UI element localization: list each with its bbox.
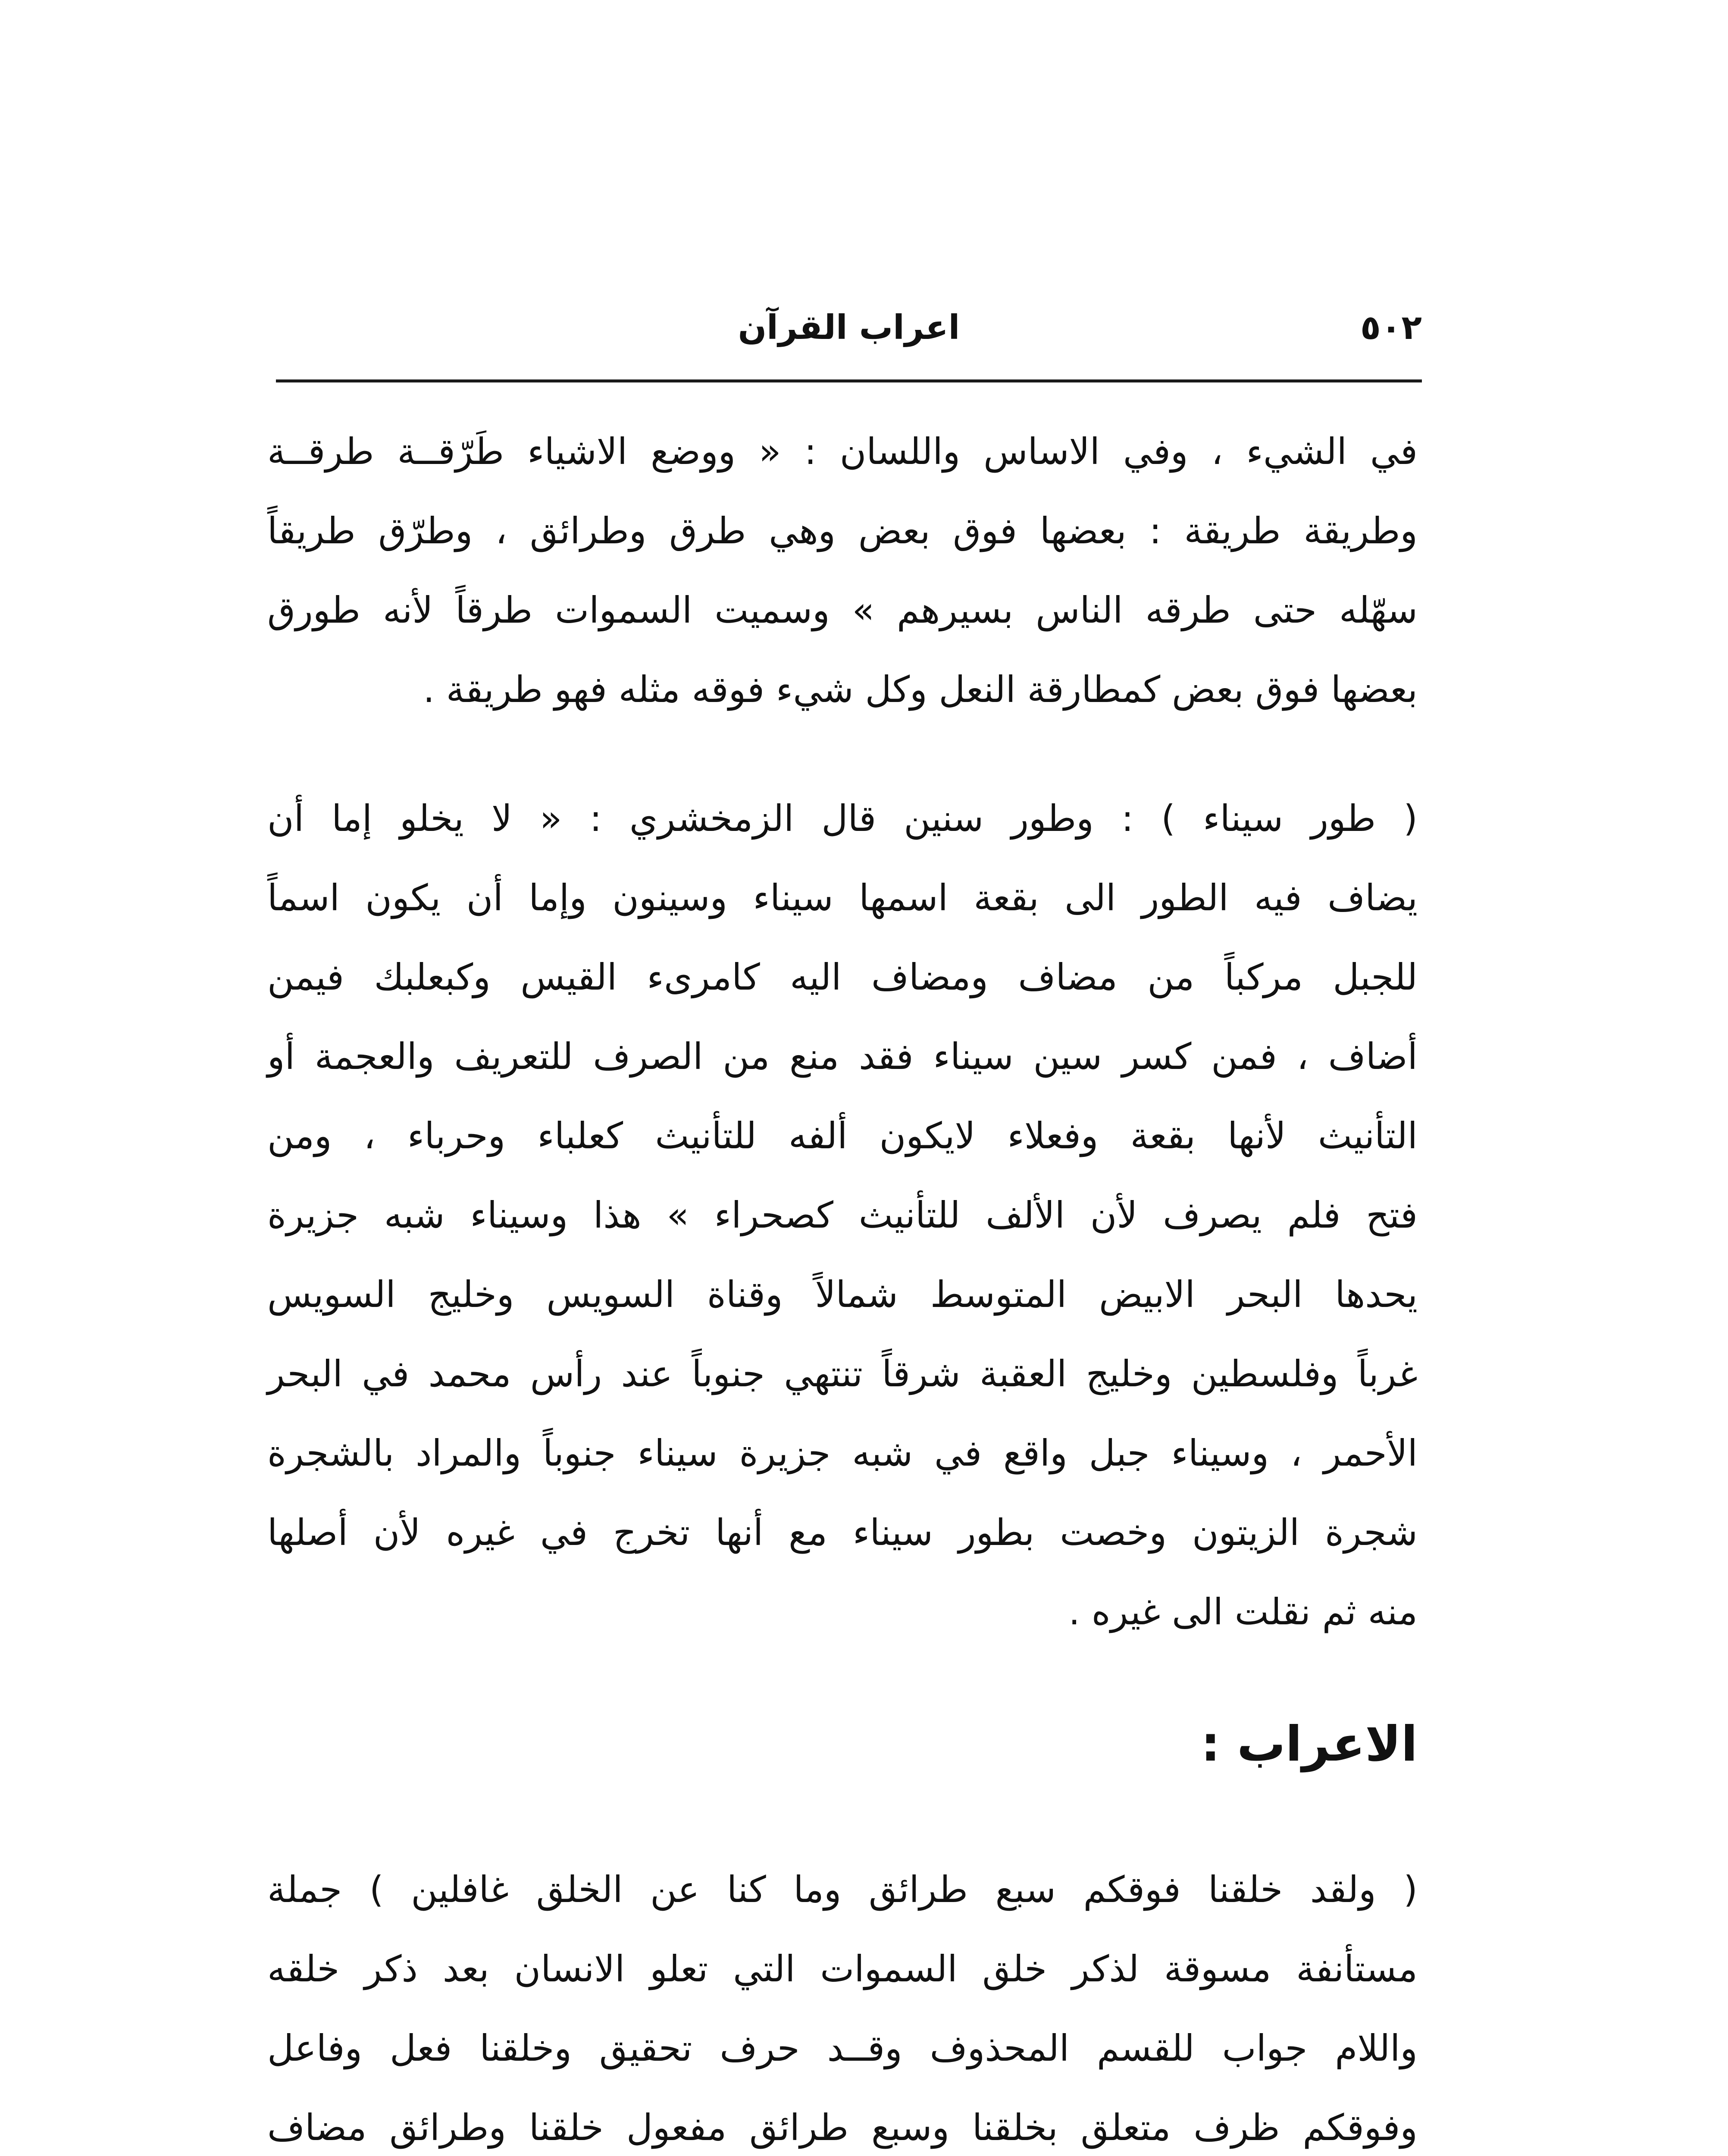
- text-line: الأحمر ، وسيناء جبل واقع في شبه جزيرة سيناء جنوباً والمراد بالشجرة: [267, 1432, 1418, 1474]
- section-spacer: [267, 1785, 1418, 1850]
- paragraph-tur-sinai: [267, 779, 1418, 1651]
- text-line: ( طور سيناء ) : وطور سنين قال الزمخشري : « لا يخلو إما أن: [267, 797, 1418, 840]
- header-divider: [276, 379, 1422, 382]
- text-line: للجبل مركباً من مضاف ومضاف اليه كامرىء القيس وكبعلبك فيمن: [267, 956, 1418, 998]
- paragraph-irab: [267, 1850, 1418, 2156]
- text-line: غرباً وفلسطين وخليج العقبة شرقاً تنتهي جنوباً عند رأس محمد في البحر: [267, 1353, 1418, 1395]
- text-line: شجرة الزيتون وخصت بطور سيناء مع أنها تخرج في غيره لأن أصلها: [267, 1511, 1418, 1554]
- text-line: في الشيء ، وفي الاساس واللسان : « ووضع الاشياء طَرّقــة طرقــة: [267, 430, 1418, 473]
- text-line: سهّله حتى طرقه الناس بسيرهم » وسميت السموات طرقاً لأنه طورق: [267, 589, 1418, 631]
- paragraph-definition-tariqa: [267, 412, 1418, 729]
- text-line: التأنيث لأنها بقعة وفعلاء لايكون ألفه للتأنيث كعلباء وحرباء ، ومن: [267, 1115, 1418, 1157]
- text-line: أضاف ، فمن كسر سين سيناء فقد منع من الصرف للتعريف والعجمة أو: [267, 1035, 1418, 1078]
- page-body: [267, 412, 1418, 2156]
- page-header: [276, 302, 1422, 371]
- text-line: ( ولقد خلقنا فوقكم سبع طرائق وما كنا عن الخلق غافلين ) جملة: [267, 1868, 1418, 1911]
- paragraph-spacer: [267, 729, 1418, 779]
- text-line: وطريقة طريقة : بعضها فوق بعض وهي طرق وطرائق ، وطرّق طريقاً: [267, 510, 1418, 552]
- text-line: منه ثم نقلت الى غيره .: [1068, 1591, 1418, 1633]
- section-heading-irab: الاعراب :: [1201, 1716, 1418, 1772]
- text-line: يحدها البحر الابيض المتوسط شمالاً وقناة السويس وخليج السويس: [267, 1273, 1418, 1316]
- text-line: بعضها فوق بعض كمطارقة النعل وكل شيء فوقه مثله فهو طريقة .: [423, 668, 1418, 711]
- text-line: يضاف فيه الطور الى بقعة اسمها سيناء وسينون وإما أن يكون اسماً: [267, 877, 1418, 919]
- running-title: اعراب القرآن: [738, 308, 960, 347]
- page-number: ٥٠٢: [1360, 308, 1422, 347]
- text-line: واللام جواب للقسم المحذوف وقــد حرف تحقيق وخلقنا فعل وفاعل: [267, 2027, 1418, 2069]
- section-spacer: [267, 1651, 1418, 1703]
- text-line: مستأنفة مسوقة لذكر خلق السموات التي تعلو الانسان بعد ذكر خلقه: [267, 1948, 1418, 1990]
- text-line: وفوقكم ظرف متعلق بخلقنا وسبع طرائق مفعول خلقنا وطرائق مضاف: [267, 2106, 1418, 2149]
- text-line: فتح فلم يصرف لأن الألف للتأنيث كصحراء » هذا وسيناء شبه جزيرة: [267, 1194, 1418, 1236]
